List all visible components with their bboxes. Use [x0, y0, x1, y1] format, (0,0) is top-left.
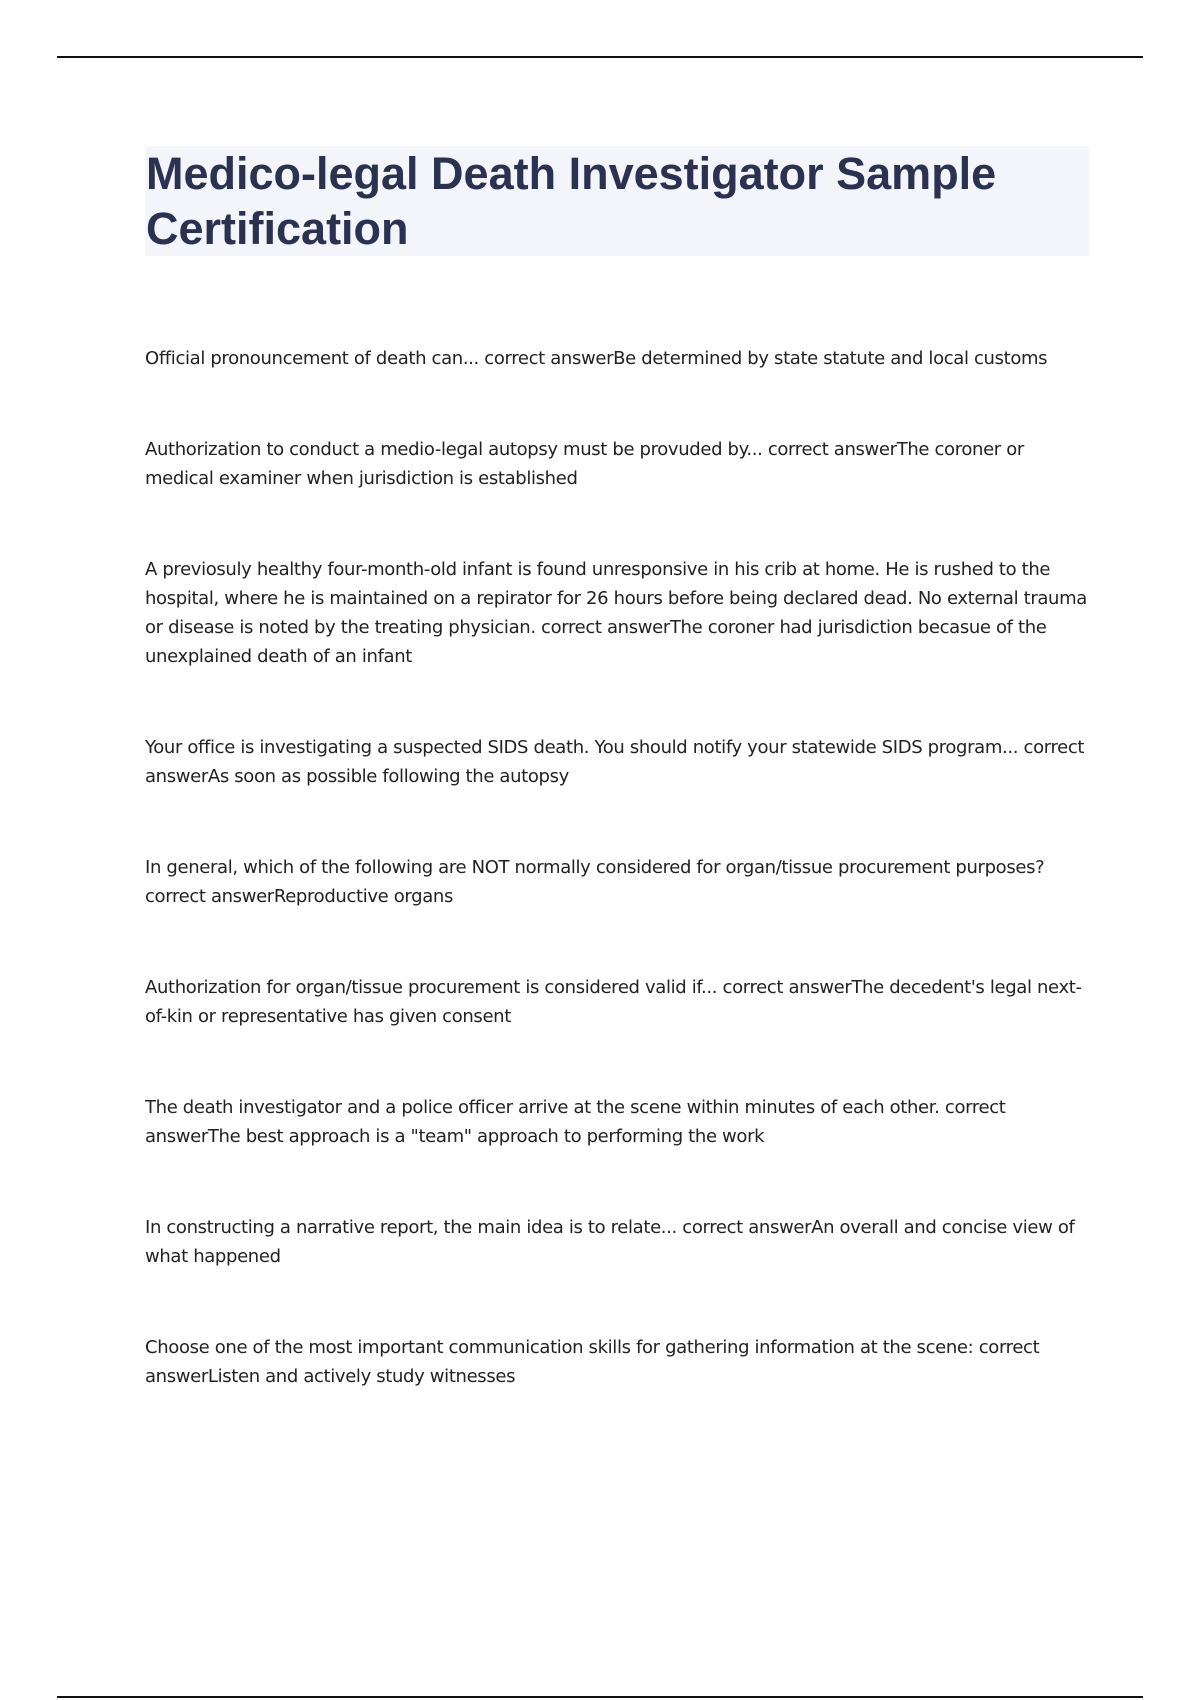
qa-item-9: Choose one of the most important communication skills for gathering information at the scene: correct answerListen and actively study witnesses: [145, 1337, 1040, 1387]
qa-item-5: In general, which of the following are NOT normally considered for organ/tissue procurement purposes? correct answerReproductive organs: [145, 857, 1045, 907]
qa-item-3: A previosuly healthy four-month-old infant is found unresponsive in his crib at home. He is rushed to the hospital, where he is maintained on a repirator for 26 hours before being declared dead. No external trauma or disease is noted by the treating physician. correct answerThe coroner had jurisdiction becasue of the unexplained death of an infant: [145, 559, 1087, 667]
qa-item-7: The death investigator and a police officer arrive at the scene within minutes of each other. correct answerThe best approach is a "team" approach to performing the work: [145, 1097, 1006, 1147]
top-divider: [57, 56, 1143, 58]
page-title: Medico-legal Death Investigator Sample Certification: [146, 148, 997, 254]
question-answer-list: [145, 344, 1090, 1391]
qa-item-8: In constructing a narrative report, the main idea is to relate... correct answerAn overall and concise view of what happened: [145, 1217, 1075, 1267]
bottom-divider: [57, 1696, 1143, 1698]
qa-item-1: Official pronouncement of death can... correct answerBe determined by state statute and local customs: [145, 348, 1048, 369]
qa-item-4: Your office is investigating a suspected SIDS death. You should notify your statewide SIDS program... correct answerAs soon as possible following the autopsy: [145, 737, 1085, 787]
qa-item-6: Authorization for organ/tissue procurement is considered valid if... correct answerThe decedent's legal next-of-kin or representative has given consent: [145, 977, 1082, 1027]
qa-item-2: Authorization to conduct a medio-legal autopsy must be provuded by... correct answerThe coroner or medical examiner when jurisdiction is established: [145, 439, 1024, 489]
